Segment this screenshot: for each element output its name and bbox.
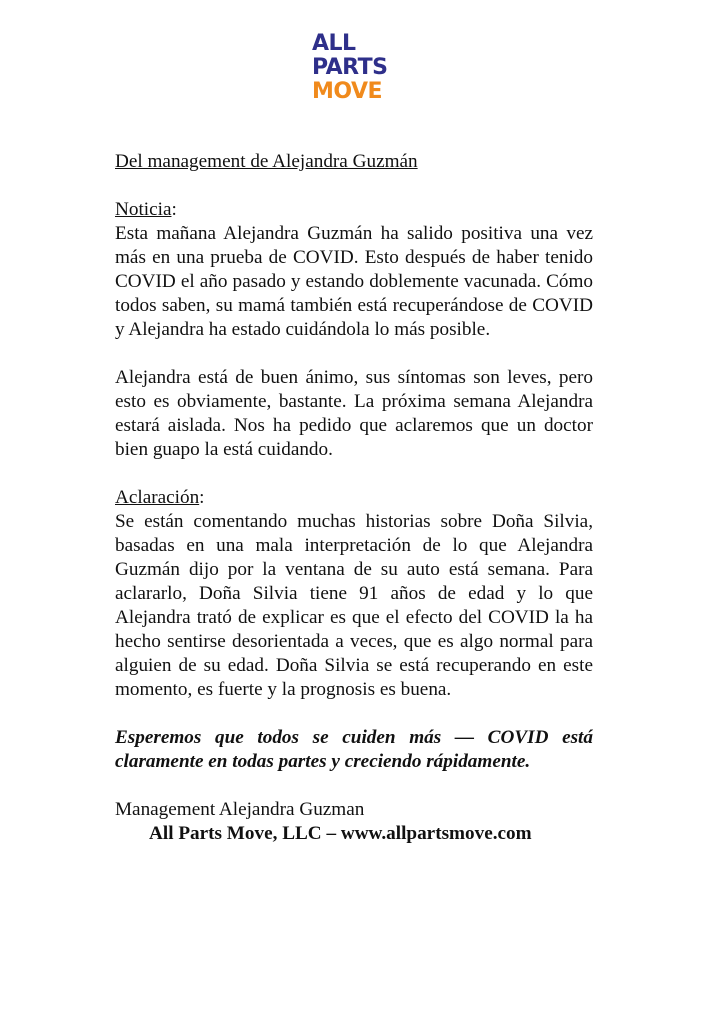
closing-statement: Esperemos que todos se cuiden más — COVID está claramente en todas partes y creciendo rápidamente. — [115, 727, 593, 772]
spacer — [115, 462, 593, 486]
spacer — [115, 702, 593, 726]
spacer — [115, 342, 593, 366]
section-title-text: Noticia — [115, 199, 172, 220]
section-title-aclaracion: Aclaración: — [115, 487, 205, 508]
heading-text: Del management de Alejandra Guzmán — [115, 151, 418, 172]
section-title-text: Aclaración — [115, 487, 200, 508]
paragraph-noticia-2: Alejandra está de buen ánimo, sus síntomas son leves, pero esto es obviamente, bastante. La próxima semana Alejandra estará aislada. Nos ha pedido que aclaremos que un doctor bien guapo la está cuidando. — [115, 367, 593, 460]
logo-line-all: ALL — [312, 31, 356, 56]
document-heading — [115, 150, 593, 174]
logo-line-move: MOVE — [312, 79, 383, 104]
spacer — [115, 774, 593, 798]
signature-management: Management Alejandra Guzman — [115, 799, 365, 820]
paragraph-noticia-1: Esta mañana Alejandra Guzmán ha salido positiva una vez más en una prueba de COVID. Esto después de haber tenido COVID el año pasado y estando doblemente vacunada. Cómo todos saben, su mamá también está recuperándose de COVID y Alejandra ha estado cuidándola lo más posible. — [115, 223, 593, 340]
company-logo — [312, 32, 387, 104]
signature-company: All Parts Move, LLC – www.allpartsmove.com — [149, 823, 532, 844]
logo-line-parts: PARTS — [312, 55, 388, 80]
document-body — [115, 150, 593, 846]
section-title-noticia: Noticia: — [115, 199, 177, 220]
paragraph-aclaracion: Se están comentando muchas historias sobre Doña Silvia, basadas en una mala interpretación de lo que Alejandra Guzmán dijo por la ventana de su auto está semana. Para aclararlo, Doña Silvia tiene 91 años de edad y lo que Alejandra trató de explicar es que el efecto del COVID la ha hecho sentirse desorientada a veces, que es algo normal para alguien de su edad. Doña Silvia se está recuperando en este momento, es fuerte y la prognosis es buena. — [115, 511, 593, 700]
spacer — [115, 174, 593, 198]
